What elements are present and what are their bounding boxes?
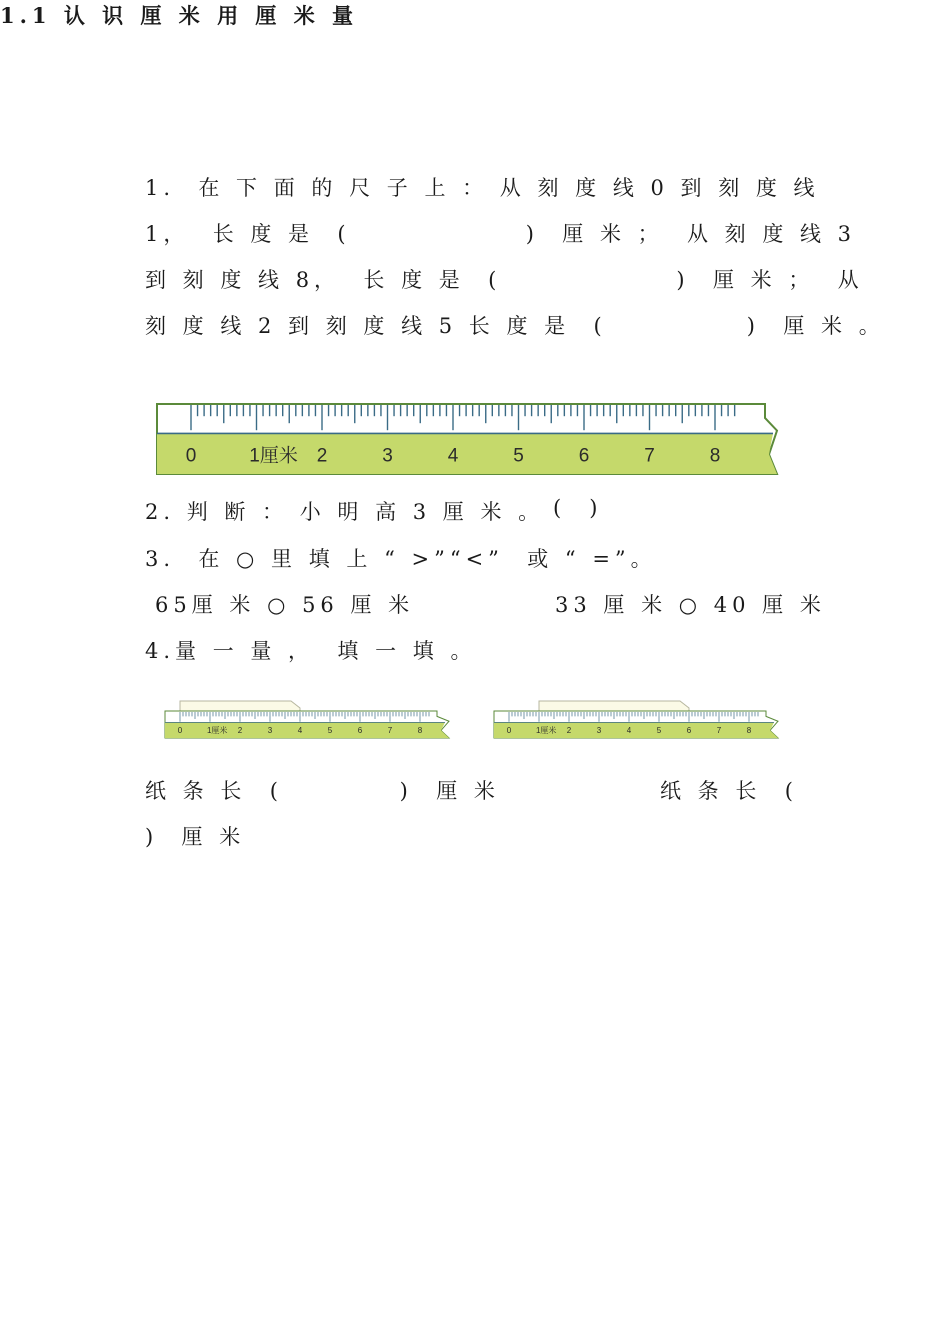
question-1-line-4: 刻 度 线 2 到 刻 度 线 5 长 度 是 ( ) 厘 米 。 [145,314,885,338]
page-title: 1.1 认 识 厘 米 用 厘 米 量 [0,3,359,28]
ruler-tick-label: 8 [746,726,752,736]
ruler-tick-label: 0 [185,445,197,467]
ruler-tick-label: 0 [506,726,512,736]
ruler-tick-label: 0 [177,726,183,736]
ruler-tick-label: 1厘米 [535,726,557,736]
paper-strip [539,701,689,712]
ruler-tick-label: 8 [417,726,423,736]
ruler-tick-label: 8 [709,445,721,467]
ruler-tick-label: 1厘米 [249,445,298,467]
ruler-with-strip-right [492,698,782,742]
ruler-tick-label: 3 [596,726,602,736]
ruler-tick-label: 5 [327,726,333,736]
ruler-tick-label: 6 [357,726,363,736]
ruler-main [155,400,785,480]
question-2-answer-parens: ( ) [553,496,600,520]
ruler-tick-label: 2 [237,726,243,736]
ruler-tick-label: 2 [316,445,328,467]
ruler-tick-label: 7 [387,726,393,736]
ruler-tick-label: 4 [447,445,459,467]
ruler-tick-label: 6 [686,726,692,736]
question-1-line-2: 1， 长 度 是 ( ) 厘 米 ； 从 刻 度 线 3 [145,222,857,246]
ruler-tick-label: 2 [566,726,572,736]
question-1-line-3: 到 刻 度 线 8， 长 度 是 ( ) 厘 米 ； 从 [145,268,864,292]
question-4-prompt: 4.量 一 量 ， 填 一 填 。 [145,639,477,663]
question-3-left-compare: 65厘 米 ○ 56 厘 米 [155,593,415,617]
ruler-tick-label: 1厘米 [206,726,228,736]
ruler-tick-label: 4 [297,726,303,736]
ruler-with-strip-left [163,698,453,742]
ruler-tick-label: 5 [656,726,662,736]
ruler-tick-label: 3 [382,445,393,467]
strip-right-length-label: 纸 条 长 ( [660,779,798,803]
ruler-tick-label: 4 [626,726,632,736]
question-3-prompt: 3. 在 ○ 里 填 上 “ >”“<” 或 “ =”。 [145,547,657,571]
question-2: 2. 判 断 ： 小 明 高 3 厘 米 。 [145,500,545,524]
paper-strip [180,701,300,712]
ruler-tick-label: 5 [513,445,524,467]
strip-left-length-label: 纸 条 长 ( ) 厘 米 [145,779,500,803]
ruler-tick-label: 6 [578,445,590,467]
strip-right-length-label-cont: ) 厘 米 [145,825,246,849]
ruler-tick-label: 7 [716,726,722,736]
question-1-line-1: 1. 在 下 面 的 尺 子 上 ： 从 刻 度 线 0 到 刻 度 线 [145,176,820,200]
question-3-right-compare: 33 厘 米 ○ 40 厘 米 [555,593,826,617]
ruler-tick-label: 3 [267,726,273,736]
ruler-tick-label: 7 [644,445,655,467]
